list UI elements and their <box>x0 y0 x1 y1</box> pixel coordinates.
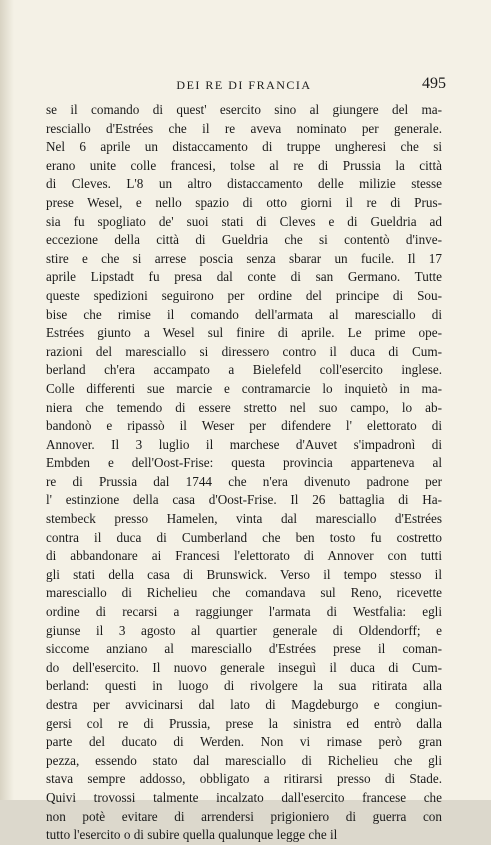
text-line: erano unite colle francesi, tolse al re di Prussia la città <box>46 157 442 173</box>
text-line: parte del ducato di Werden. Non vi rimase però gran <box>46 734 442 750</box>
text-line: maresciallo di Richelieu che comandava sul Reno, ricevette <box>46 585 442 601</box>
text-line: resciallo d'Estrées che il re aveva nominato per generale. <box>46 120 442 136</box>
text-line: Estrées giunto a Wesel sul finire di aprile. Le prime ope- <box>46 325 442 341</box>
text-line: stire e che si arrese poscia senza sbarar un fucile. Il 17 <box>46 250 442 266</box>
page-header <box>44 75 446 98</box>
text-line: stembeck presso Hamelen, vinta dal maresciallo d'Estrées <box>46 511 442 527</box>
page-number: 495 <box>422 75 446 92</box>
text-line: non potè evitare di arrendersi prigioniero di guerra con <box>46 808 442 824</box>
text-line: l' estinzione della casa d'Oost-Frise. Il 26 battaglia di Ha- <box>46 492 442 508</box>
text-line: stava sempre addosso, obbligato a ritirarsi presso di Stade. <box>46 771 442 787</box>
text-line: pezza, essendo stato dal maresciallo di Richelieu che gli <box>46 752 442 768</box>
text-line: razioni del maresciallo si diressero contro il duca di Cum- <box>46 343 442 359</box>
running-head: DEI RE DI FRANCIA <box>176 78 312 92</box>
body-text <box>46 101 442 845</box>
text-line: gli stati della casa di Brunswick. Verso il tempo stesso il <box>46 566 442 582</box>
text-line: se il comando di quest' esercito sino al giungere del ma- <box>46 102 442 117</box>
text-line: bise che rimise il comando dell'armata al maresciallo di <box>46 306 442 322</box>
text-line: destra per avvicinarsi dal lato di Magdeburgo e congiun- <box>46 697 442 712</box>
text-line: eccezione della città di Gueldria che si contentò d'inve- <box>46 232 442 248</box>
text-line: di Cleves. L'8 un altro distaccamento delle milizie stesse <box>46 176 442 192</box>
text-line: ordine di recarsi a raggiunger l'armata di Westfalia: egli <box>46 604 442 620</box>
text-line: berland: questi in luogo di rivolgere la sua ritirata alla <box>46 678 442 694</box>
text-line: bandonò e ripassò il Weser per difendere l' elettorato di <box>46 418 442 434</box>
text-line: Quivi trovossi talmente incalzato dall'esercito francese che <box>46 789 442 805</box>
text-line: giunse il 3 agosto al quartier generale di Oldendorff; e <box>46 622 442 638</box>
text-line: niera che temendo di essere stretto nel suo campo, lo ab- <box>46 399 442 415</box>
text-line: tutto l'esercito o di subire quella qualunque legge che il <box>46 827 338 843</box>
text-line: prese Wesel, e nello spazio di otto giorni il re di Prus- <box>46 194 442 210</box>
text-line: Colle differenti sue marcie e contramarcie lo inquietò in ma- <box>46 380 442 396</box>
text-line: aprile Lipstadt fu presa dal conte di san Germano. Tutte <box>46 269 442 285</box>
text-line: re di Prussia dal 1744 che n'era divenuto padrone per <box>46 473 442 489</box>
text-line: contra il duca di Cumberland che ben tosto fu costretto <box>46 529 442 545</box>
text-line: Nel 6 aprile un distaccamento di truppe ungheresi che si <box>46 139 442 155</box>
text-line: gersi col re di Prussia, prese la sinistra ed entrò dalla <box>46 715 442 731</box>
text-line: Embden e dell'Oost-Frise: questa provincia apparteneva al <box>46 455 442 471</box>
text-line: Annover. Il 3 luglio il marchese d'Auvet s'impadronì di <box>46 436 442 452</box>
text-line: di abbandonare ai Francesi l'elettorato di Annover con tutti <box>46 548 442 564</box>
text-line: do dell'esercito. Il nuovo generale inseguì il duca di Cum- <box>46 659 442 675</box>
text-line: sia fu spogliato de' suoi stati di Cleves e di Gueldria ad <box>46 213 442 229</box>
text-line: queste spedizioni seguirono per ordine del principe di Sou- <box>46 287 442 303</box>
text-line: siccome anziano al maresciallo d'Estrées prese il coman- <box>46 641 442 657</box>
text-line: berland ch'era accampato a Bielefeld coll'esercito inglese. <box>46 362 442 378</box>
